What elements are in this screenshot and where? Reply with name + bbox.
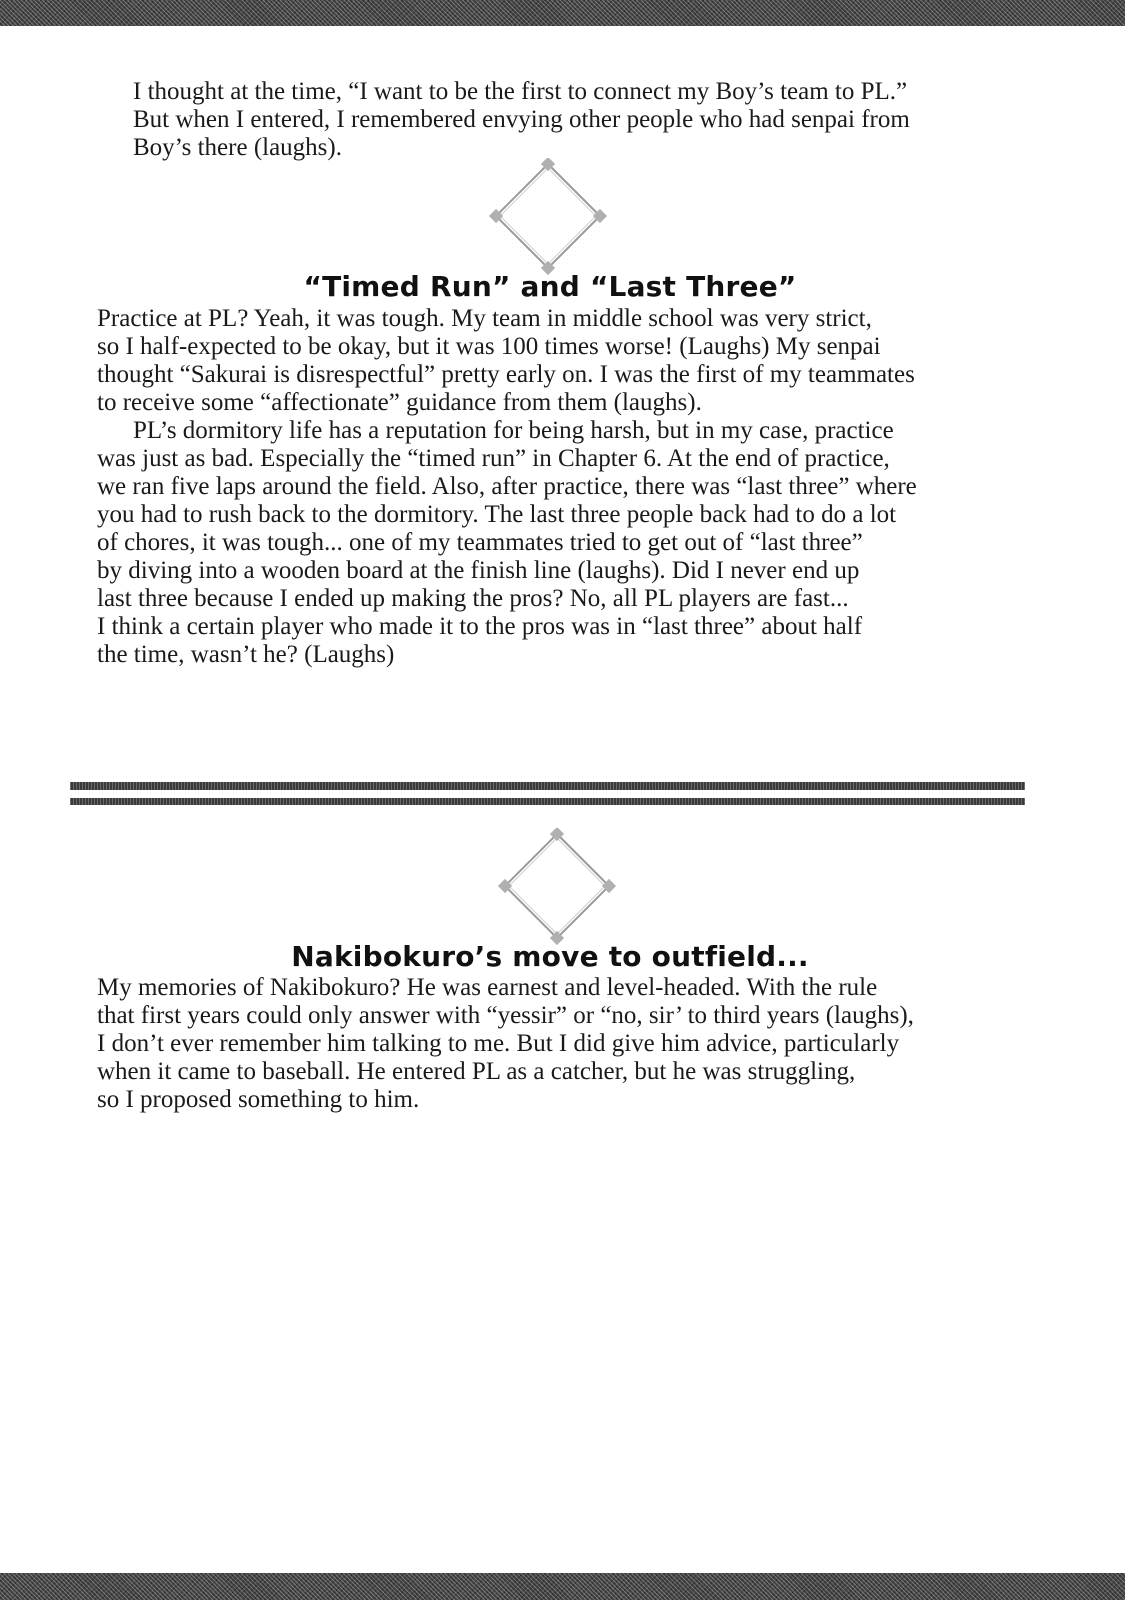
body-line: to receive some “affectionate” guidance from them (laughs). bbox=[97, 389, 702, 416]
top-texture-band bbox=[0, 0, 1125, 26]
section-divider-rule bbox=[70, 798, 1025, 805]
body-line: by diving into a wooden board at the finish line (laughs). Did I never end up bbox=[97, 557, 860, 584]
intro-line: But when I entered, I remembered envying other people who had senpai from bbox=[133, 106, 910, 133]
body-line: we ran five laps around the field. Also, after practice, there was “last three” where bbox=[97, 473, 917, 500]
section2-paragraph bbox=[97, 974, 914, 1114]
intro-line: Boy’s there (laughs). bbox=[133, 134, 342, 161]
body-line: that first years could only answer with “yessir” or “no, sir’ to third years (laughs), bbox=[97, 1002, 914, 1029]
section-divider-rule bbox=[70, 782, 1025, 790]
body-line: when it came to baseball. He entered PL as a catcher, but he was struggling, bbox=[97, 1058, 856, 1085]
section-heading-timed-run: “Timed Run” and “Last Three” bbox=[303, 270, 797, 303]
body-line: PL’s dormitory life has a reputation for being harsh, but in my case, practice bbox=[133, 417, 894, 444]
body-line: so I proposed something to him. bbox=[97, 1086, 420, 1113]
body-line: so I half-expected to be okay, but it was 100 times worse! (Laughs) My senpai bbox=[97, 333, 881, 360]
baseball-diamond-icon bbox=[497, 828, 617, 948]
body-line: I think a certain player who made it to the pros was in “last three” about half bbox=[97, 613, 863, 640]
bottom-texture-band bbox=[0, 1573, 1125, 1600]
body-line: the time, wasn’t he? (Laughs) bbox=[97, 641, 395, 668]
body-line: Practice at PL? Yeah, it was tough. My team in middle school was very strict, bbox=[97, 305, 872, 332]
body-line: I don’t ever remember him talking to me. But I did give him advice, particularly bbox=[97, 1030, 900, 1057]
body-line: of chores, it was tough... one of my teammates tried to get out of “last three” bbox=[97, 529, 863, 556]
body-line: last three because I ended up making the pros? No, all PL players are fast... bbox=[97, 585, 849, 612]
body-line: was just as bad. Especially the “timed run” in Chapter 6. At the end of practice, bbox=[97, 445, 890, 472]
body-line: thought “Sakurai is disrespectful” pretty early on. I was the first of my teammates bbox=[97, 361, 915, 388]
section-heading-nakibokuro: Nakibokuro’s move to outfield... bbox=[291, 940, 809, 973]
baseball-diamond-icon bbox=[488, 158, 608, 278]
body-line: My memories of Nakibokuro? He was earnest and level-headed. With the rule bbox=[97, 974, 878, 1001]
intro-line: I thought at the time, “I want to be the first to connect my Boy’s team to PL.” bbox=[133, 78, 908, 105]
section1-paragraphs bbox=[97, 305, 917, 669]
body-line: you had to rush back to the dormitory. The last three people back had to do a lot bbox=[97, 501, 897, 528]
intro-paragraph bbox=[133, 78, 910, 162]
